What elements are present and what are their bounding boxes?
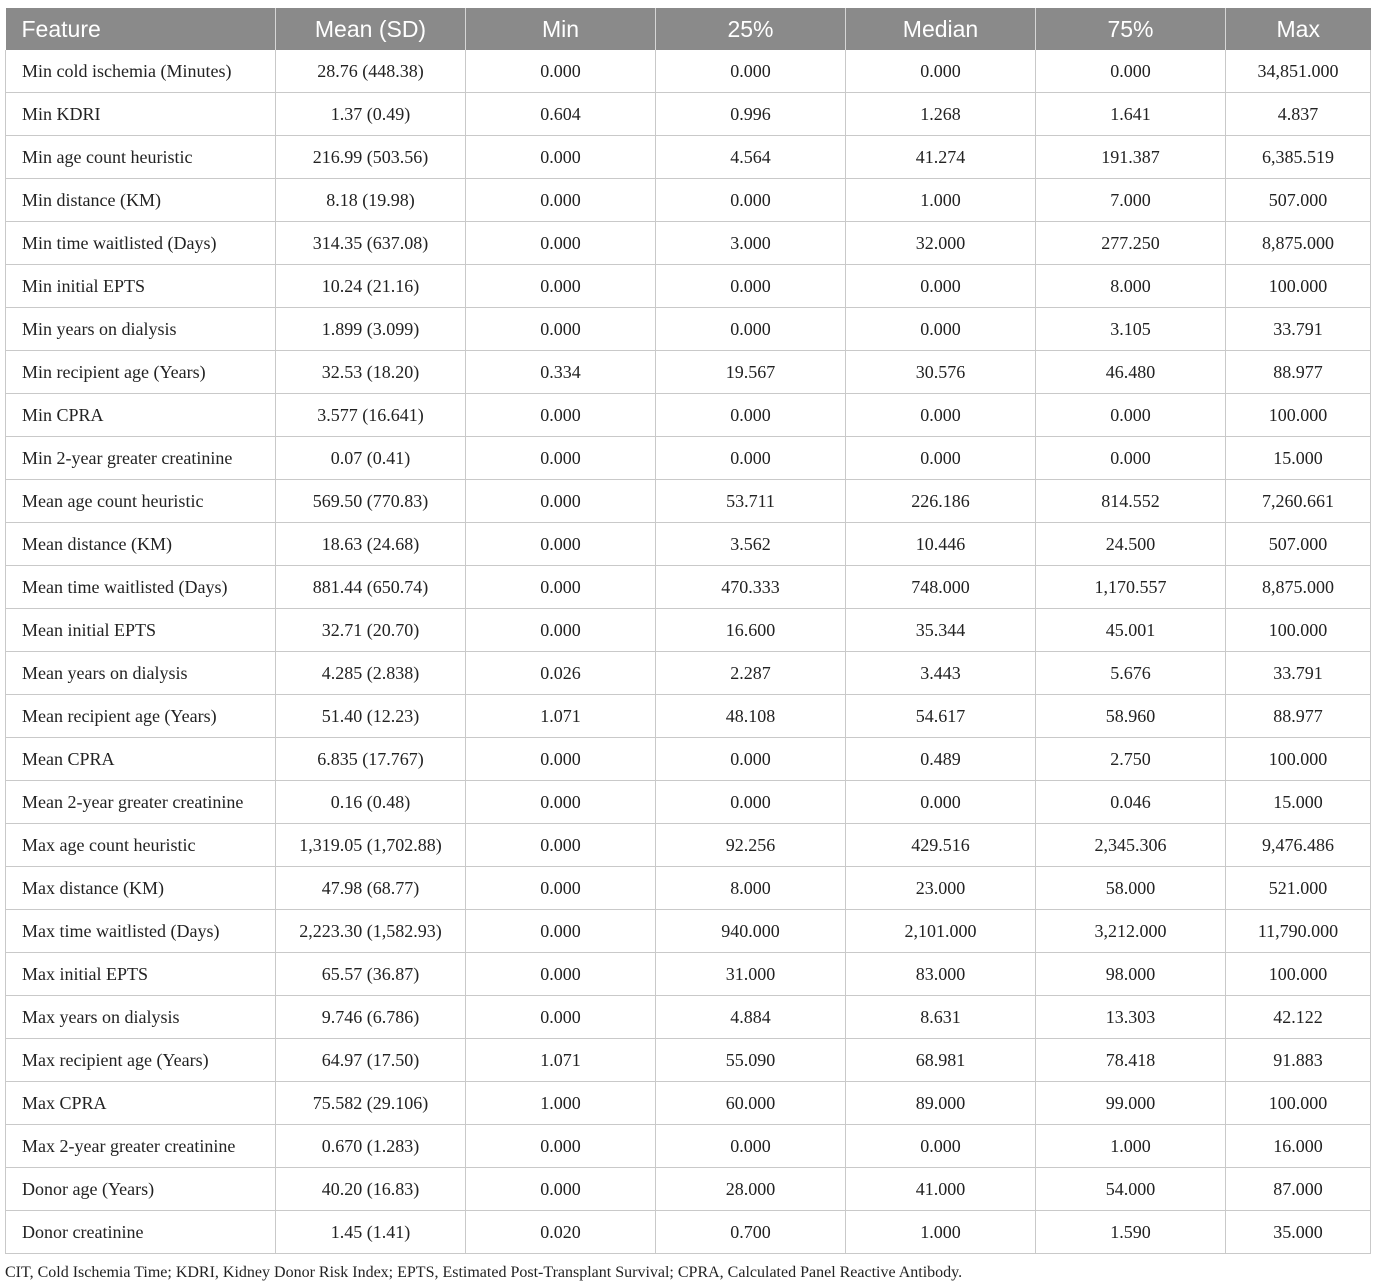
table-row (6, 480, 1371, 523)
table-row (6, 265, 1371, 308)
min-cell: 0.000 (466, 609, 656, 652)
max-cell: 100.000 (1226, 394, 1371, 437)
min-cell: 1.071 (466, 1039, 656, 1082)
max-cell: 88.977 (1226, 695, 1371, 738)
p25-cell: 48.108 (656, 695, 846, 738)
table-row (6, 437, 1371, 480)
p25-cell: 0.000 (656, 437, 846, 480)
p75-cell: 13.303 (1036, 996, 1226, 1039)
median-cell: 30.576 (846, 351, 1036, 394)
column-header-max: Max (1226, 8, 1371, 50)
median-cell: 83.000 (846, 953, 1036, 996)
mean-sd-cell: 0.07 (0.41) (276, 437, 466, 480)
max-cell: 11,790.000 (1226, 910, 1371, 953)
median-cell: 0.489 (846, 738, 1036, 781)
min-cell: 1.000 (466, 1082, 656, 1125)
max-cell: 100.000 (1226, 953, 1371, 996)
mean-sd-cell: 8.18 (19.98) (276, 179, 466, 222)
p75-cell: 814.552 (1036, 480, 1226, 523)
table-row (6, 1082, 1371, 1125)
median-cell: 3.443 (846, 652, 1036, 695)
p25-cell: 470.333 (656, 566, 846, 609)
mean-sd-cell: 28.76 (448.38) (276, 50, 466, 93)
mean-sd-cell: 216.99 (503.56) (276, 136, 466, 179)
min-cell: 0.000 (466, 179, 656, 222)
feature-cell: Max age count heuristic (6, 824, 276, 867)
table-row (6, 824, 1371, 867)
mean-sd-cell: 569.50 (770.83) (276, 480, 466, 523)
mean-sd-cell: 18.63 (24.68) (276, 523, 466, 566)
table-row (6, 953, 1371, 996)
median-cell: 41.000 (846, 1168, 1036, 1211)
median-cell: 226.186 (846, 480, 1036, 523)
max-cell: 507.000 (1226, 179, 1371, 222)
table-row (6, 394, 1371, 437)
min-cell: 0.000 (466, 265, 656, 308)
feature-cell: Mean CPRA (6, 738, 276, 781)
max-cell: 87.000 (1226, 1168, 1371, 1211)
min-cell: 0.000 (466, 1125, 656, 1168)
feature-cell: Max CPRA (6, 1082, 276, 1125)
p75-cell: 1.590 (1036, 1211, 1226, 1254)
min-cell: 0.000 (466, 867, 656, 910)
max-cell: 7,260.661 (1226, 480, 1371, 523)
median-cell: 68.981 (846, 1039, 1036, 1082)
median-cell: 748.000 (846, 566, 1036, 609)
p25-cell: 0.000 (656, 1125, 846, 1168)
p75-cell: 8.000 (1036, 265, 1226, 308)
mean-sd-cell: 1.45 (1.41) (276, 1211, 466, 1254)
mean-sd-cell: 51.40 (12.23) (276, 695, 466, 738)
feature-cell: Max distance (KM) (6, 867, 276, 910)
p75-cell: 3,212.000 (1036, 910, 1226, 953)
max-cell: 15.000 (1226, 781, 1371, 824)
header-row (6, 8, 1371, 50)
max-cell: 507.000 (1226, 523, 1371, 566)
max-cell: 100.000 (1226, 738, 1371, 781)
p25-cell: 19.567 (656, 351, 846, 394)
min-cell: 0.000 (466, 480, 656, 523)
max-cell: 15.000 (1226, 437, 1371, 480)
table-row (6, 652, 1371, 695)
p75-cell: 54.000 (1036, 1168, 1226, 1211)
max-cell: 8,875.000 (1226, 222, 1371, 265)
p75-cell: 191.387 (1036, 136, 1226, 179)
p25-cell: 940.000 (656, 910, 846, 953)
min-cell: 0.000 (466, 824, 656, 867)
max-cell: 4.837 (1226, 93, 1371, 136)
max-cell: 33.791 (1226, 652, 1371, 695)
table-row (6, 222, 1371, 265)
feature-cell: Min initial EPTS (6, 265, 276, 308)
p75-cell: 2,345.306 (1036, 824, 1226, 867)
max-cell: 35.000 (1226, 1211, 1371, 1254)
column-header-mean-sd: Mean (SD) (276, 8, 466, 50)
table-row (6, 93, 1371, 136)
min-cell: 0.000 (466, 910, 656, 953)
p75-cell: 5.676 (1036, 652, 1226, 695)
table-row (6, 136, 1371, 179)
column-header-min: Min (466, 8, 656, 50)
min-cell: 0.000 (466, 394, 656, 437)
table-row (6, 179, 1371, 222)
p25-cell: 60.000 (656, 1082, 846, 1125)
median-cell: 2,101.000 (846, 910, 1036, 953)
p75-cell: 0.000 (1036, 50, 1226, 93)
p25-cell: 16.600 (656, 609, 846, 652)
table-row (6, 308, 1371, 351)
p25-cell: 28.000 (656, 1168, 846, 1211)
median-cell: 0.000 (846, 394, 1036, 437)
max-cell: 33.791 (1226, 308, 1371, 351)
feature-cell: Min 2-year greater creatinine (6, 437, 276, 480)
mean-sd-cell: 4.285 (2.838) (276, 652, 466, 695)
min-cell: 0.000 (466, 308, 656, 351)
mean-sd-cell: 1,319.05 (1,702.88) (276, 824, 466, 867)
table-row (6, 1211, 1371, 1254)
table-row (6, 1125, 1371, 1168)
p25-cell: 3.562 (656, 523, 846, 566)
table-row (6, 996, 1371, 1039)
feature-cell: Min distance (KM) (6, 179, 276, 222)
mean-sd-cell: 75.582 (29.106) (276, 1082, 466, 1125)
table-row (6, 1168, 1371, 1211)
mean-sd-cell: 32.53 (18.20) (276, 351, 466, 394)
median-cell: 0.000 (846, 781, 1036, 824)
column-header-median: Median (846, 8, 1036, 50)
p75-cell: 1.641 (1036, 93, 1226, 136)
p75-cell: 3.105 (1036, 308, 1226, 351)
median-cell: 8.631 (846, 996, 1036, 1039)
mean-sd-cell: 47.98 (68.77) (276, 867, 466, 910)
mean-sd-cell: 1.37 (0.49) (276, 93, 466, 136)
feature-cell: Max 2-year greater creatinine (6, 1125, 276, 1168)
median-cell: 0.000 (846, 308, 1036, 351)
mean-sd-cell: 881.44 (650.74) (276, 566, 466, 609)
mean-sd-cell: 32.71 (20.70) (276, 609, 466, 652)
p75-cell: 1.000 (1036, 1125, 1226, 1168)
mean-sd-cell: 314.35 (637.08) (276, 222, 466, 265)
feature-cell: Min cold ischemia (Minutes) (6, 50, 276, 93)
min-cell: 0.026 (466, 652, 656, 695)
p25-cell: 55.090 (656, 1039, 846, 1082)
table-row (6, 50, 1371, 93)
p75-cell: 98.000 (1036, 953, 1226, 996)
median-cell: 1.000 (846, 1211, 1036, 1254)
p25-cell: 0.996 (656, 93, 846, 136)
median-cell: 41.274 (846, 136, 1036, 179)
table-row (6, 910, 1371, 953)
min-cell: 0.334 (466, 351, 656, 394)
feature-cell: Min CPRA (6, 394, 276, 437)
p75-cell: 58.960 (1036, 695, 1226, 738)
table-row (6, 523, 1371, 566)
p25-cell: 2.287 (656, 652, 846, 695)
min-cell: 1.071 (466, 695, 656, 738)
mean-sd-cell: 0.16 (0.48) (276, 781, 466, 824)
min-cell: 0.000 (466, 437, 656, 480)
feature-cell: Min time waitlisted (Days) (6, 222, 276, 265)
feature-cell: Max recipient age (Years) (6, 1039, 276, 1082)
median-cell: 0.000 (846, 437, 1036, 480)
p25-cell: 53.711 (656, 480, 846, 523)
mean-sd-cell: 6.835 (17.767) (276, 738, 466, 781)
max-cell: 100.000 (1226, 1082, 1371, 1125)
mean-sd-cell: 40.20 (16.83) (276, 1168, 466, 1211)
max-cell: 521.000 (1226, 867, 1371, 910)
p75-cell: 277.250 (1036, 222, 1226, 265)
p25-cell: 92.256 (656, 824, 846, 867)
feature-cell: Min KDRI (6, 93, 276, 136)
p75-cell: 78.418 (1036, 1039, 1226, 1082)
table-row (6, 351, 1371, 394)
max-cell: 16.000 (1226, 1125, 1371, 1168)
feature-cell: Mean distance (KM) (6, 523, 276, 566)
min-cell: 0.000 (466, 996, 656, 1039)
p25-cell: 0.000 (656, 781, 846, 824)
feature-cell: Mean 2-year greater creatinine (6, 781, 276, 824)
column-header-feature: Feature (6, 8, 276, 50)
median-cell: 32.000 (846, 222, 1036, 265)
feature-cell: Mean initial EPTS (6, 609, 276, 652)
min-cell: 0.020 (466, 1211, 656, 1254)
feature-cell: Min recipient age (Years) (6, 351, 276, 394)
column-header-25: 25% (656, 8, 846, 50)
median-cell: 23.000 (846, 867, 1036, 910)
table-row (6, 867, 1371, 910)
p75-cell: 7.000 (1036, 179, 1226, 222)
p25-cell: 31.000 (656, 953, 846, 996)
table-body (6, 50, 1371, 1254)
p25-cell: 0.000 (656, 50, 846, 93)
feature-cell: Mean age count heuristic (6, 480, 276, 523)
median-cell: 0.000 (846, 1125, 1036, 1168)
min-cell: 0.000 (466, 50, 656, 93)
p75-cell: 0.000 (1036, 394, 1226, 437)
table-row (6, 738, 1371, 781)
median-cell: 10.446 (846, 523, 1036, 566)
median-cell: 0.000 (846, 50, 1036, 93)
feature-cell: Mean recipient age (Years) (6, 695, 276, 738)
max-cell: 34,851.000 (1226, 50, 1371, 93)
mean-sd-cell: 2,223.30 (1,582.93) (276, 910, 466, 953)
table-header (6, 8, 1371, 50)
mean-sd-cell: 0.670 (1.283) (276, 1125, 466, 1168)
p25-cell: 0.000 (656, 738, 846, 781)
feature-cell: Min age count heuristic (6, 136, 276, 179)
p75-cell: 58.000 (1036, 867, 1226, 910)
mean-sd-cell: 65.57 (36.87) (276, 953, 466, 996)
p75-cell: 0.046 (1036, 781, 1226, 824)
mean-sd-cell: 1.899 (3.099) (276, 308, 466, 351)
feature-cell: Max initial EPTS (6, 953, 276, 996)
min-cell: 0.000 (466, 781, 656, 824)
min-cell: 0.000 (466, 523, 656, 566)
min-cell: 0.000 (466, 738, 656, 781)
max-cell: 6,385.519 (1226, 136, 1371, 179)
p25-cell: 0.000 (656, 308, 846, 351)
max-cell: 88.977 (1226, 351, 1371, 394)
table-row (6, 1039, 1371, 1082)
p75-cell: 2.750 (1036, 738, 1226, 781)
table-row (6, 609, 1371, 652)
max-cell: 9,476.486 (1226, 824, 1371, 867)
median-cell: 1.000 (846, 179, 1036, 222)
min-cell: 0.000 (466, 953, 656, 996)
min-cell: 0.000 (466, 136, 656, 179)
min-cell: 0.000 (466, 1168, 656, 1211)
max-cell: 100.000 (1226, 265, 1371, 308)
p25-cell: 4.884 (656, 996, 846, 1039)
p75-cell: 0.000 (1036, 437, 1226, 480)
median-cell: 54.617 (846, 695, 1036, 738)
table-row (6, 566, 1371, 609)
p25-cell: 8.000 (656, 867, 846, 910)
feature-cell: Donor age (Years) (6, 1168, 276, 1211)
median-cell: 35.344 (846, 609, 1036, 652)
feature-cell: Mean time waitlisted (Days) (6, 566, 276, 609)
p25-cell: 3.000 (656, 222, 846, 265)
p75-cell: 24.500 (1036, 523, 1226, 566)
p75-cell: 46.480 (1036, 351, 1226, 394)
max-cell: 91.883 (1226, 1039, 1371, 1082)
feature-cell: Donor creatinine (6, 1211, 276, 1254)
p75-cell: 1,170.557 (1036, 566, 1226, 609)
feature-cell: Mean years on dialysis (6, 652, 276, 695)
statistics-table (5, 8, 1371, 1254)
p25-cell: 0.700 (656, 1211, 846, 1254)
min-cell: 0.000 (466, 566, 656, 609)
min-cell: 0.000 (466, 222, 656, 265)
table-footnote: CIT, Cold Ischemia Time; KDRI, Kidney Donor Risk Index; EPTS, Estimated Post-Transplant Survival; CPRA, Calculated Panel Reactive Antibody. (5, 1264, 963, 1281)
p25-cell: 0.000 (656, 265, 846, 308)
median-cell: 89.000 (846, 1082, 1036, 1125)
mean-sd-cell: 3.577 (16.641) (276, 394, 466, 437)
feature-cell: Min years on dialysis (6, 308, 276, 351)
max-cell: 100.000 (1226, 609, 1371, 652)
median-cell: 1.268 (846, 93, 1036, 136)
p25-cell: 4.564 (656, 136, 846, 179)
table-row (6, 781, 1371, 824)
p75-cell: 45.001 (1036, 609, 1226, 652)
median-cell: 0.000 (846, 265, 1036, 308)
column-header-75: 75% (1036, 8, 1226, 50)
mean-sd-cell: 64.97 (17.50) (276, 1039, 466, 1082)
table-row (6, 695, 1371, 738)
max-cell: 8,875.000 (1226, 566, 1371, 609)
mean-sd-cell: 9.746 (6.786) (276, 996, 466, 1039)
mean-sd-cell: 10.24 (21.16) (276, 265, 466, 308)
p25-cell: 0.000 (656, 179, 846, 222)
p25-cell: 0.000 (656, 394, 846, 437)
feature-cell: Max years on dialysis (6, 996, 276, 1039)
p75-cell: 99.000 (1036, 1082, 1226, 1125)
max-cell: 42.122 (1226, 996, 1371, 1039)
median-cell: 429.516 (846, 824, 1036, 867)
min-cell: 0.604 (466, 93, 656, 136)
feature-cell: Max time waitlisted (Days) (6, 910, 276, 953)
